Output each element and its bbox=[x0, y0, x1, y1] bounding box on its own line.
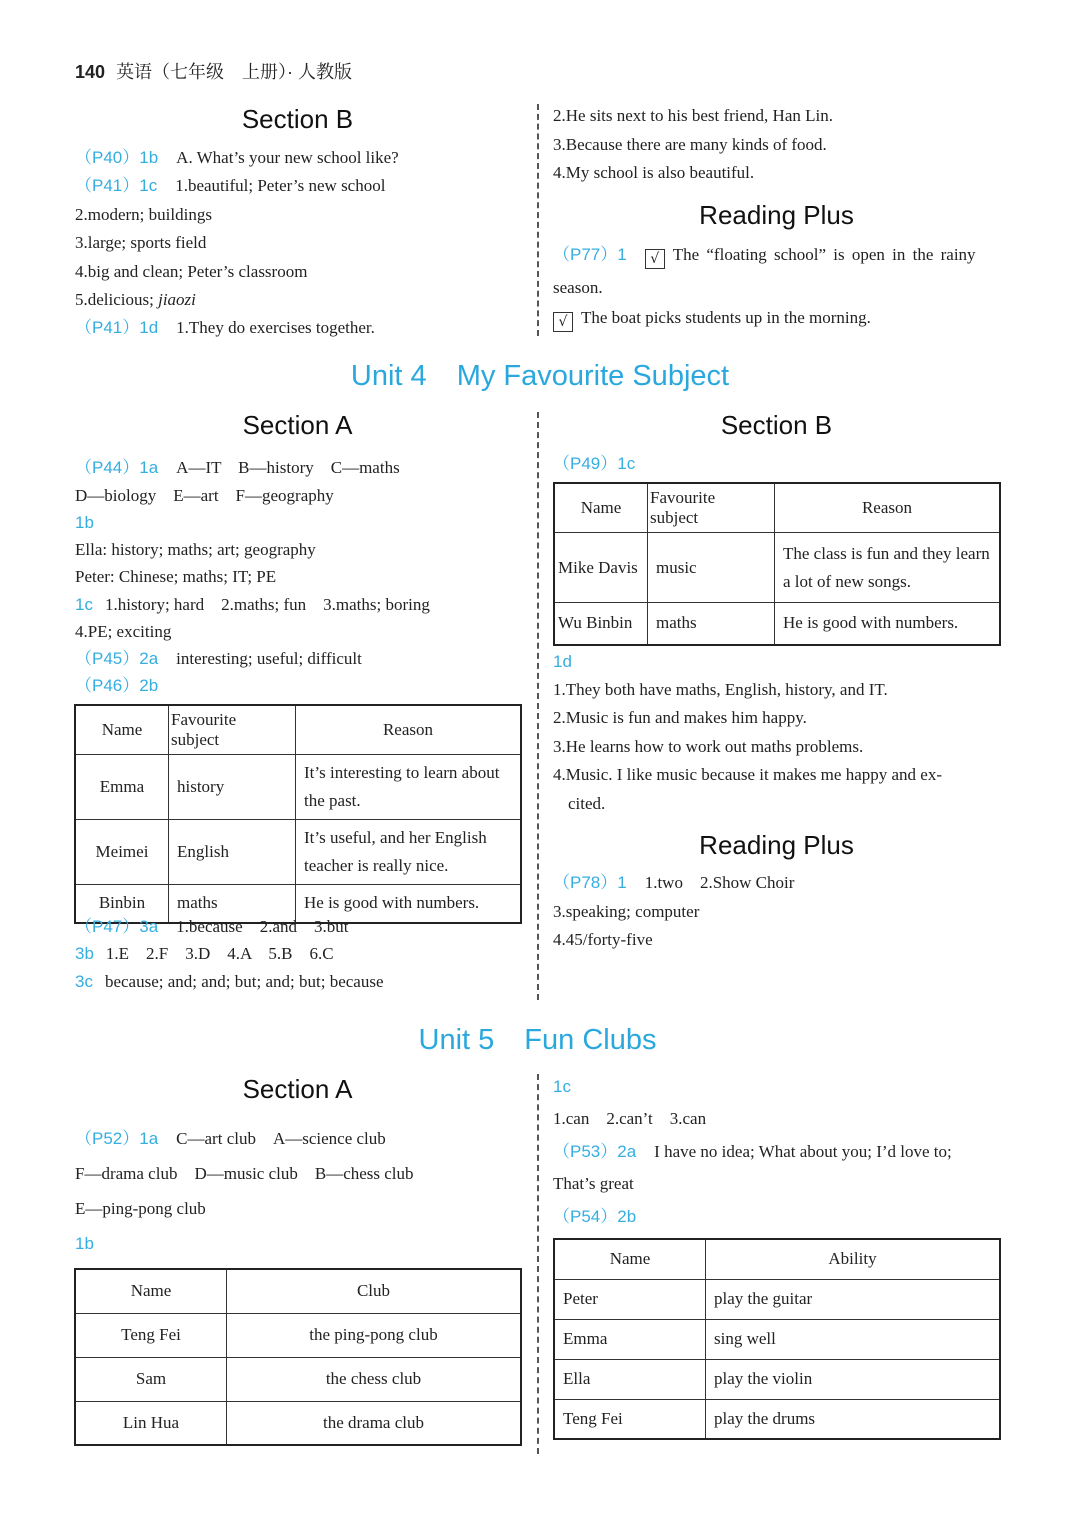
answer-line: 1c 1.history; hard 2.maths; fun 3.maths; boring bbox=[75, 595, 430, 614]
exercise-tag: （P54）2b bbox=[553, 1207, 637, 1226]
answer-line: Ella: history; maths; art; geography bbox=[75, 540, 316, 559]
answer-line: 1.can 2.can’t 3.can bbox=[553, 1109, 707, 1128]
table-header-row: Name Club bbox=[75, 1269, 521, 1313]
unit-title: My Favourite Subject bbox=[456, 360, 730, 392]
table-row: Wu Binbin maths He is good with numbers. bbox=[554, 603, 1000, 645]
section-title: Section B bbox=[720, 410, 833, 440]
table-row: Ella play the violin bbox=[554, 1359, 1000, 1399]
book-title: 英语（七年级 上册）· 人教版 bbox=[116, 62, 353, 82]
answer-line: D—biology E—art F—geography bbox=[75, 486, 334, 505]
section-title: Reading Plus bbox=[699, 830, 854, 860]
answer-line: 3c because; and; and; but; and; but; because bbox=[75, 972, 384, 991]
table-row: Teng Fei play the drums bbox=[554, 1399, 1000, 1439]
exercise-tag: 1b bbox=[75, 513, 94, 532]
answer-line: 3.large; sports field bbox=[75, 233, 207, 252]
table-row: Lin Hua the drama club bbox=[75, 1401, 521, 1445]
exercise-tag: 1b bbox=[75, 1234, 94, 1253]
column-divider bbox=[537, 104, 539, 336]
table-row: Emma history It’s interesting to learn about the past. bbox=[75, 755, 521, 820]
answer-line: 1.They both have maths, English, history, and IT. bbox=[553, 680, 888, 699]
answer-line: 4.PE; exciting bbox=[75, 622, 172, 641]
answer-line: 2.He sits next to his best friend, Han Lin. bbox=[553, 106, 833, 125]
answer-line: （P45）2a interesting; useful; difficult bbox=[75, 649, 362, 668]
table-row: Sam the chess club bbox=[75, 1357, 521, 1401]
unit-title: Fun Clubs bbox=[524, 1024, 657, 1056]
answer-table bbox=[74, 1268, 522, 1446]
unit-label: Unit 5 bbox=[418, 1024, 495, 1056]
answer-line: （P41）1c 1.beautiful; Peter’s new school bbox=[75, 176, 386, 195]
answer-line: （P53）2a I have no idea; What about you; I’d love to; bbox=[553, 1142, 952, 1161]
answer-line: （P41）1d 1.They do exercises together. bbox=[75, 318, 375, 337]
answer-line: 3.He learns how to work out maths problems. bbox=[553, 737, 864, 756]
check-mark-icon: √ bbox=[553, 312, 573, 332]
table-row: Meimei English It’s useful, and her English teacher is really nice. bbox=[75, 820, 521, 885]
section-title: Reading Plus bbox=[699, 200, 854, 230]
page-number: 140 bbox=[75, 62, 106, 82]
answer-line: 4.big and clean; Peter’s classroom bbox=[75, 262, 308, 281]
exercise-tag: 1d bbox=[553, 652, 572, 671]
unit-heading bbox=[0, 1024, 1075, 1057]
answer-line: 2.modern; buildings bbox=[75, 205, 212, 224]
answer-line: 5.delicious; jiaozi bbox=[75, 290, 196, 309]
answer-line: 4.My school is also beautiful. bbox=[553, 163, 755, 182]
table-row: Mike Davis music The class is fun and they learn a lot of new songs. bbox=[554, 533, 1000, 603]
unit-heading bbox=[0, 360, 1080, 393]
exercise-tag: （P49）1c bbox=[553, 454, 636, 473]
answer-line: That’s great bbox=[553, 1174, 634, 1193]
section-title: Section A bbox=[242, 410, 353, 440]
table-row: Teng Fei the ping-pong club bbox=[75, 1313, 521, 1357]
exercise-tag: （P46）2b bbox=[75, 676, 159, 695]
answer-line: （P78）1 1.two 2.Show Choir bbox=[553, 873, 795, 892]
answer-line: 4.Music. I like music because it makes me happy and ex- bbox=[553, 765, 942, 784]
answer-table bbox=[74, 704, 522, 924]
answer-line: F—drama club D—music club B—chess club bbox=[75, 1164, 414, 1183]
table-header-row: Name Favourite subject Reason bbox=[554, 483, 1000, 533]
answer-line: E—ping-pong club bbox=[75, 1199, 206, 1218]
answer-line: （P40）1b A. What’s your new school like? bbox=[75, 148, 399, 167]
table-row: Binbin maths He is good with numbers. bbox=[75, 885, 521, 923]
table-header-row: Name Ability bbox=[554, 1239, 1000, 1279]
answer-line: cited. bbox=[568, 794, 606, 813]
section-title: Section A bbox=[242, 1074, 353, 1104]
column-divider bbox=[537, 412, 539, 1000]
exercise-tag: 1c bbox=[553, 1077, 571, 1096]
answer-line: （P44）1a A—IT B—history C—maths bbox=[75, 458, 400, 477]
table-header-row: Name Favourite subject Reason bbox=[75, 705, 521, 755]
unit-label: Unit 4 bbox=[350, 360, 427, 392]
check-mark-icon: √ bbox=[645, 249, 665, 269]
answer-line: Peter: Chinese; maths; IT; PE bbox=[75, 567, 277, 586]
page-header bbox=[75, 58, 352, 84]
answer-table bbox=[553, 482, 1001, 646]
answer-line: （P77）1 √ The “floating school” is open in the rainy bbox=[553, 245, 976, 267]
answer-line: 3.speaking; computer bbox=[553, 902, 700, 921]
answer-line: √ The boat picks students up in the morning. bbox=[553, 306, 871, 332]
answer-line: 2.Music is fun and makes him happy. bbox=[553, 708, 807, 727]
answer-table bbox=[553, 1238, 1001, 1440]
table-row: Peter play the guitar bbox=[554, 1279, 1000, 1319]
answer-line: （P47）3a 1.because 2.and 3.but bbox=[75, 917, 349, 936]
section-title: Section B bbox=[241, 104, 354, 134]
answer-line: season. bbox=[553, 278, 603, 297]
answer-line: 3b 1.E 2.F 3.D 4.A 5.B 6.C bbox=[75, 944, 334, 963]
answer-line: 4.45/forty-five bbox=[553, 930, 653, 949]
answer-line: （P52）1a C—art club A—science club bbox=[75, 1129, 386, 1148]
answer-line: 3.Because there are many kinds of food. bbox=[553, 135, 827, 154]
table-row: Emma sing well bbox=[554, 1319, 1000, 1359]
column-divider bbox=[537, 1074, 539, 1454]
